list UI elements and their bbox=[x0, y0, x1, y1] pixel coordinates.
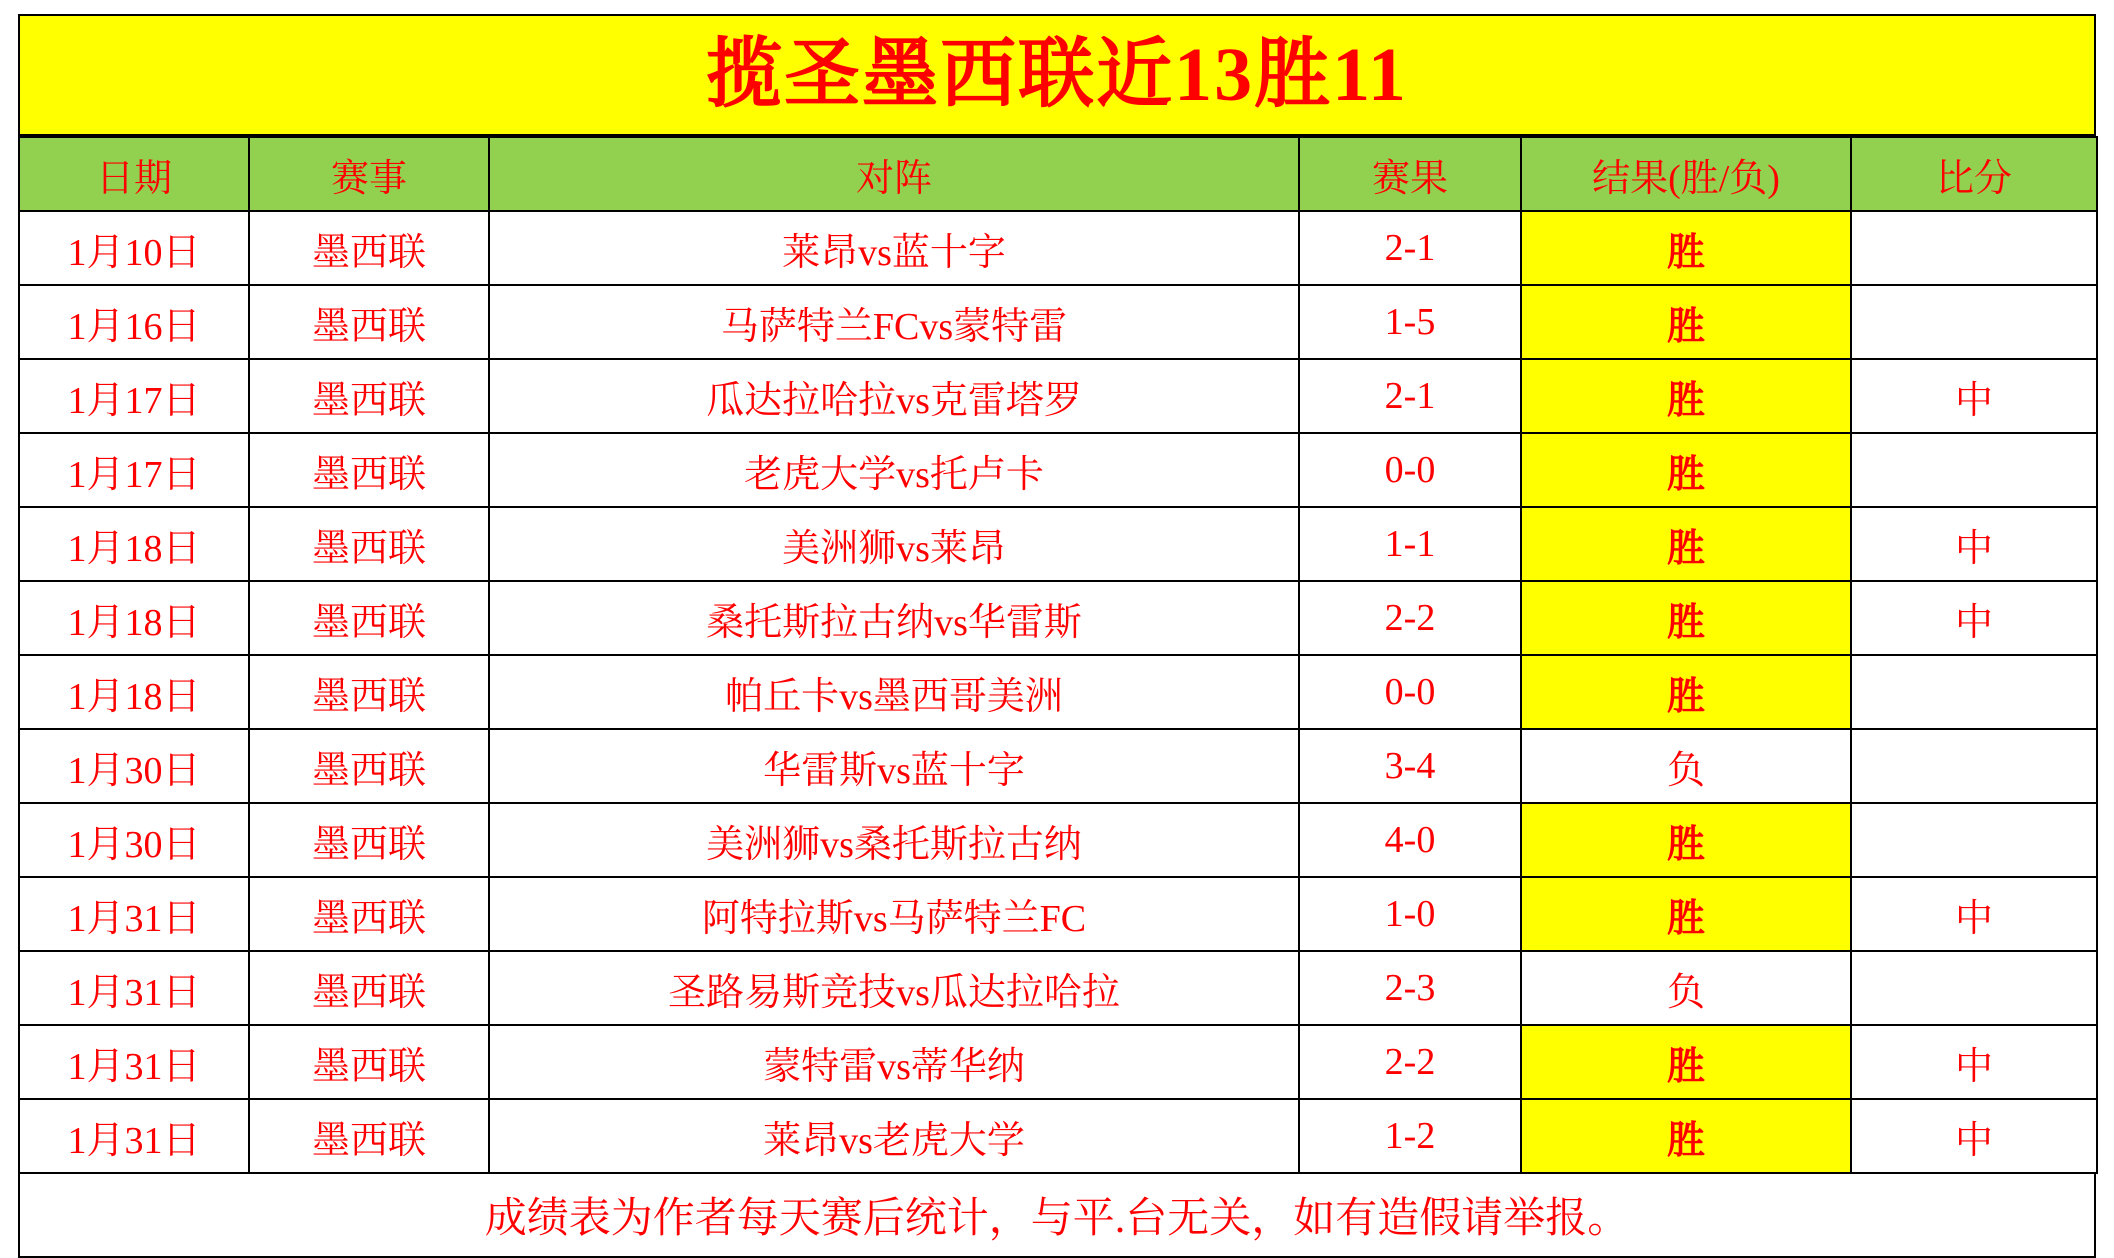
cell-league: 墨西联 bbox=[249, 1099, 489, 1173]
cell-extra bbox=[1851, 803, 2097, 877]
table-header bbox=[19, 137, 2097, 211]
cell-score: 2-1 bbox=[1299, 211, 1521, 285]
cell-extra: 中 bbox=[1851, 581, 2097, 655]
cell-result: 胜 bbox=[1521, 285, 1851, 359]
cell-match: 老虎大学vs托卢卡 bbox=[489, 433, 1299, 507]
cell-date: 1月30日 bbox=[19, 729, 249, 803]
cell-extra: 中 bbox=[1851, 359, 2097, 433]
table-row bbox=[19, 729, 2097, 803]
cell-league: 墨西联 bbox=[249, 433, 489, 507]
table-row bbox=[19, 951, 2097, 1025]
table-row bbox=[19, 581, 2097, 655]
cell-extra bbox=[1851, 211, 2097, 285]
cell-extra bbox=[1851, 951, 2097, 1025]
table-row bbox=[19, 285, 2097, 359]
results-table bbox=[18, 136, 2098, 1174]
cell-match: 桑托斯拉古纳vs华雷斯 bbox=[489, 581, 1299, 655]
table-row bbox=[19, 1025, 2097, 1099]
column-header-extra: 比分 bbox=[1851, 137, 2097, 211]
table-row bbox=[19, 211, 2097, 285]
column-header-league: 赛事 bbox=[249, 137, 489, 211]
cell-date: 1月17日 bbox=[19, 359, 249, 433]
cell-result: 胜 bbox=[1521, 581, 1851, 655]
cell-result: 负 bbox=[1521, 729, 1851, 803]
cell-date: 1月31日 bbox=[19, 877, 249, 951]
cell-extra: 中 bbox=[1851, 1025, 2097, 1099]
column-header-date: 日期 bbox=[19, 137, 249, 211]
cell-league: 墨西联 bbox=[249, 951, 489, 1025]
cell-league: 墨西联 bbox=[249, 877, 489, 951]
table-row bbox=[19, 1099, 2097, 1173]
cell-result: 胜 bbox=[1521, 211, 1851, 285]
cell-date: 1月10日 bbox=[19, 211, 249, 285]
cell-score: 3-4 bbox=[1299, 729, 1521, 803]
table-row bbox=[19, 655, 2097, 729]
cell-league: 墨西联 bbox=[249, 581, 489, 655]
cell-match: 帕丘卡vs墨西哥美洲 bbox=[489, 655, 1299, 729]
cell-date: 1月17日 bbox=[19, 433, 249, 507]
cell-result: 负 bbox=[1521, 951, 1851, 1025]
cell-result: 胜 bbox=[1521, 655, 1851, 729]
cell-extra bbox=[1851, 655, 2097, 729]
page-title: 揽圣墨西联近13胜11 bbox=[706, 33, 1408, 117]
cell-result: 胜 bbox=[1521, 507, 1851, 581]
cell-date: 1月31日 bbox=[19, 1099, 249, 1173]
cell-date: 1月30日 bbox=[19, 803, 249, 877]
cell-date: 1月16日 bbox=[19, 285, 249, 359]
cell-date: 1月31日 bbox=[19, 951, 249, 1025]
cell-extra bbox=[1851, 285, 2097, 359]
cell-result: 胜 bbox=[1521, 1025, 1851, 1099]
table-row bbox=[19, 803, 2097, 877]
cell-match: 莱昂vs蓝十字 bbox=[489, 211, 1299, 285]
cell-league: 墨西联 bbox=[249, 729, 489, 803]
cell-score: 4-0 bbox=[1299, 803, 1521, 877]
cell-extra bbox=[1851, 729, 2097, 803]
stats-sheet bbox=[18, 14, 2096, 1242]
cell-score: 0-0 bbox=[1299, 433, 1521, 507]
cell-score: 2-2 bbox=[1299, 581, 1521, 655]
cell-score: 0-0 bbox=[1299, 655, 1521, 729]
footer-note bbox=[18, 1174, 2096, 1258]
cell-result: 胜 bbox=[1521, 433, 1851, 507]
cell-match: 蒙特雷vs蒂华纳 bbox=[489, 1025, 1299, 1099]
cell-result: 胜 bbox=[1521, 1099, 1851, 1173]
cell-match: 华雷斯vs蓝十字 bbox=[489, 729, 1299, 803]
cell-score: 2-1 bbox=[1299, 359, 1521, 433]
cell-league: 墨西联 bbox=[249, 655, 489, 729]
table-row bbox=[19, 507, 2097, 581]
table-body bbox=[19, 211, 2097, 1173]
cell-date: 1月18日 bbox=[19, 581, 249, 655]
cell-date: 1月18日 bbox=[19, 655, 249, 729]
cell-result: 胜 bbox=[1521, 359, 1851, 433]
table-header-row bbox=[19, 137, 2097, 211]
cell-league: 墨西联 bbox=[249, 803, 489, 877]
cell-match: 美洲狮vs桑托斯拉古纳 bbox=[489, 803, 1299, 877]
column-header-match: 对阵 bbox=[489, 137, 1299, 211]
cell-match: 圣路易斯竞技vs瓜达拉哈拉 bbox=[489, 951, 1299, 1025]
cell-league: 墨西联 bbox=[249, 285, 489, 359]
cell-result: 胜 bbox=[1521, 877, 1851, 951]
cell-match: 马萨特兰FCvs蒙特雷 bbox=[489, 285, 1299, 359]
cell-extra: 中 bbox=[1851, 507, 2097, 581]
cell-extra: 中 bbox=[1851, 1099, 2097, 1173]
cell-league: 墨西联 bbox=[249, 507, 489, 581]
title-bar bbox=[18, 14, 2096, 136]
cell-match: 美洲狮vs莱昂 bbox=[489, 507, 1299, 581]
cell-match: 瓜达拉哈拉vs克雷塔罗 bbox=[489, 359, 1299, 433]
table-row bbox=[19, 433, 2097, 507]
cell-match: 莱昂vs老虎大学 bbox=[489, 1099, 1299, 1173]
cell-score: 2-2 bbox=[1299, 1025, 1521, 1099]
cell-result: 胜 bbox=[1521, 803, 1851, 877]
cell-score: 1-0 bbox=[1299, 877, 1521, 951]
cell-date: 1月31日 bbox=[19, 1025, 249, 1099]
cell-score: 1-1 bbox=[1299, 507, 1521, 581]
cell-score: 1-5 bbox=[1299, 285, 1521, 359]
cell-score: 1-2 bbox=[1299, 1099, 1521, 1173]
cell-extra bbox=[1851, 433, 2097, 507]
cell-date: 1月18日 bbox=[19, 507, 249, 581]
cell-score: 2-3 bbox=[1299, 951, 1521, 1025]
footer-text: 成绩表为作者每天赛后统计，与平.台无关，如有造假请举报。 bbox=[484, 1196, 1630, 1242]
cell-extra: 中 bbox=[1851, 877, 2097, 951]
cell-match: 阿特拉斯vs马萨特兰FC bbox=[489, 877, 1299, 951]
table-row bbox=[19, 877, 2097, 951]
column-header-result: 结果(胜/负) bbox=[1521, 137, 1851, 211]
cell-league: 墨西联 bbox=[249, 211, 489, 285]
cell-league: 墨西联 bbox=[249, 359, 489, 433]
cell-league: 墨西联 bbox=[249, 1025, 489, 1099]
table-row bbox=[19, 359, 2097, 433]
column-header-score: 赛果 bbox=[1299, 137, 1521, 211]
